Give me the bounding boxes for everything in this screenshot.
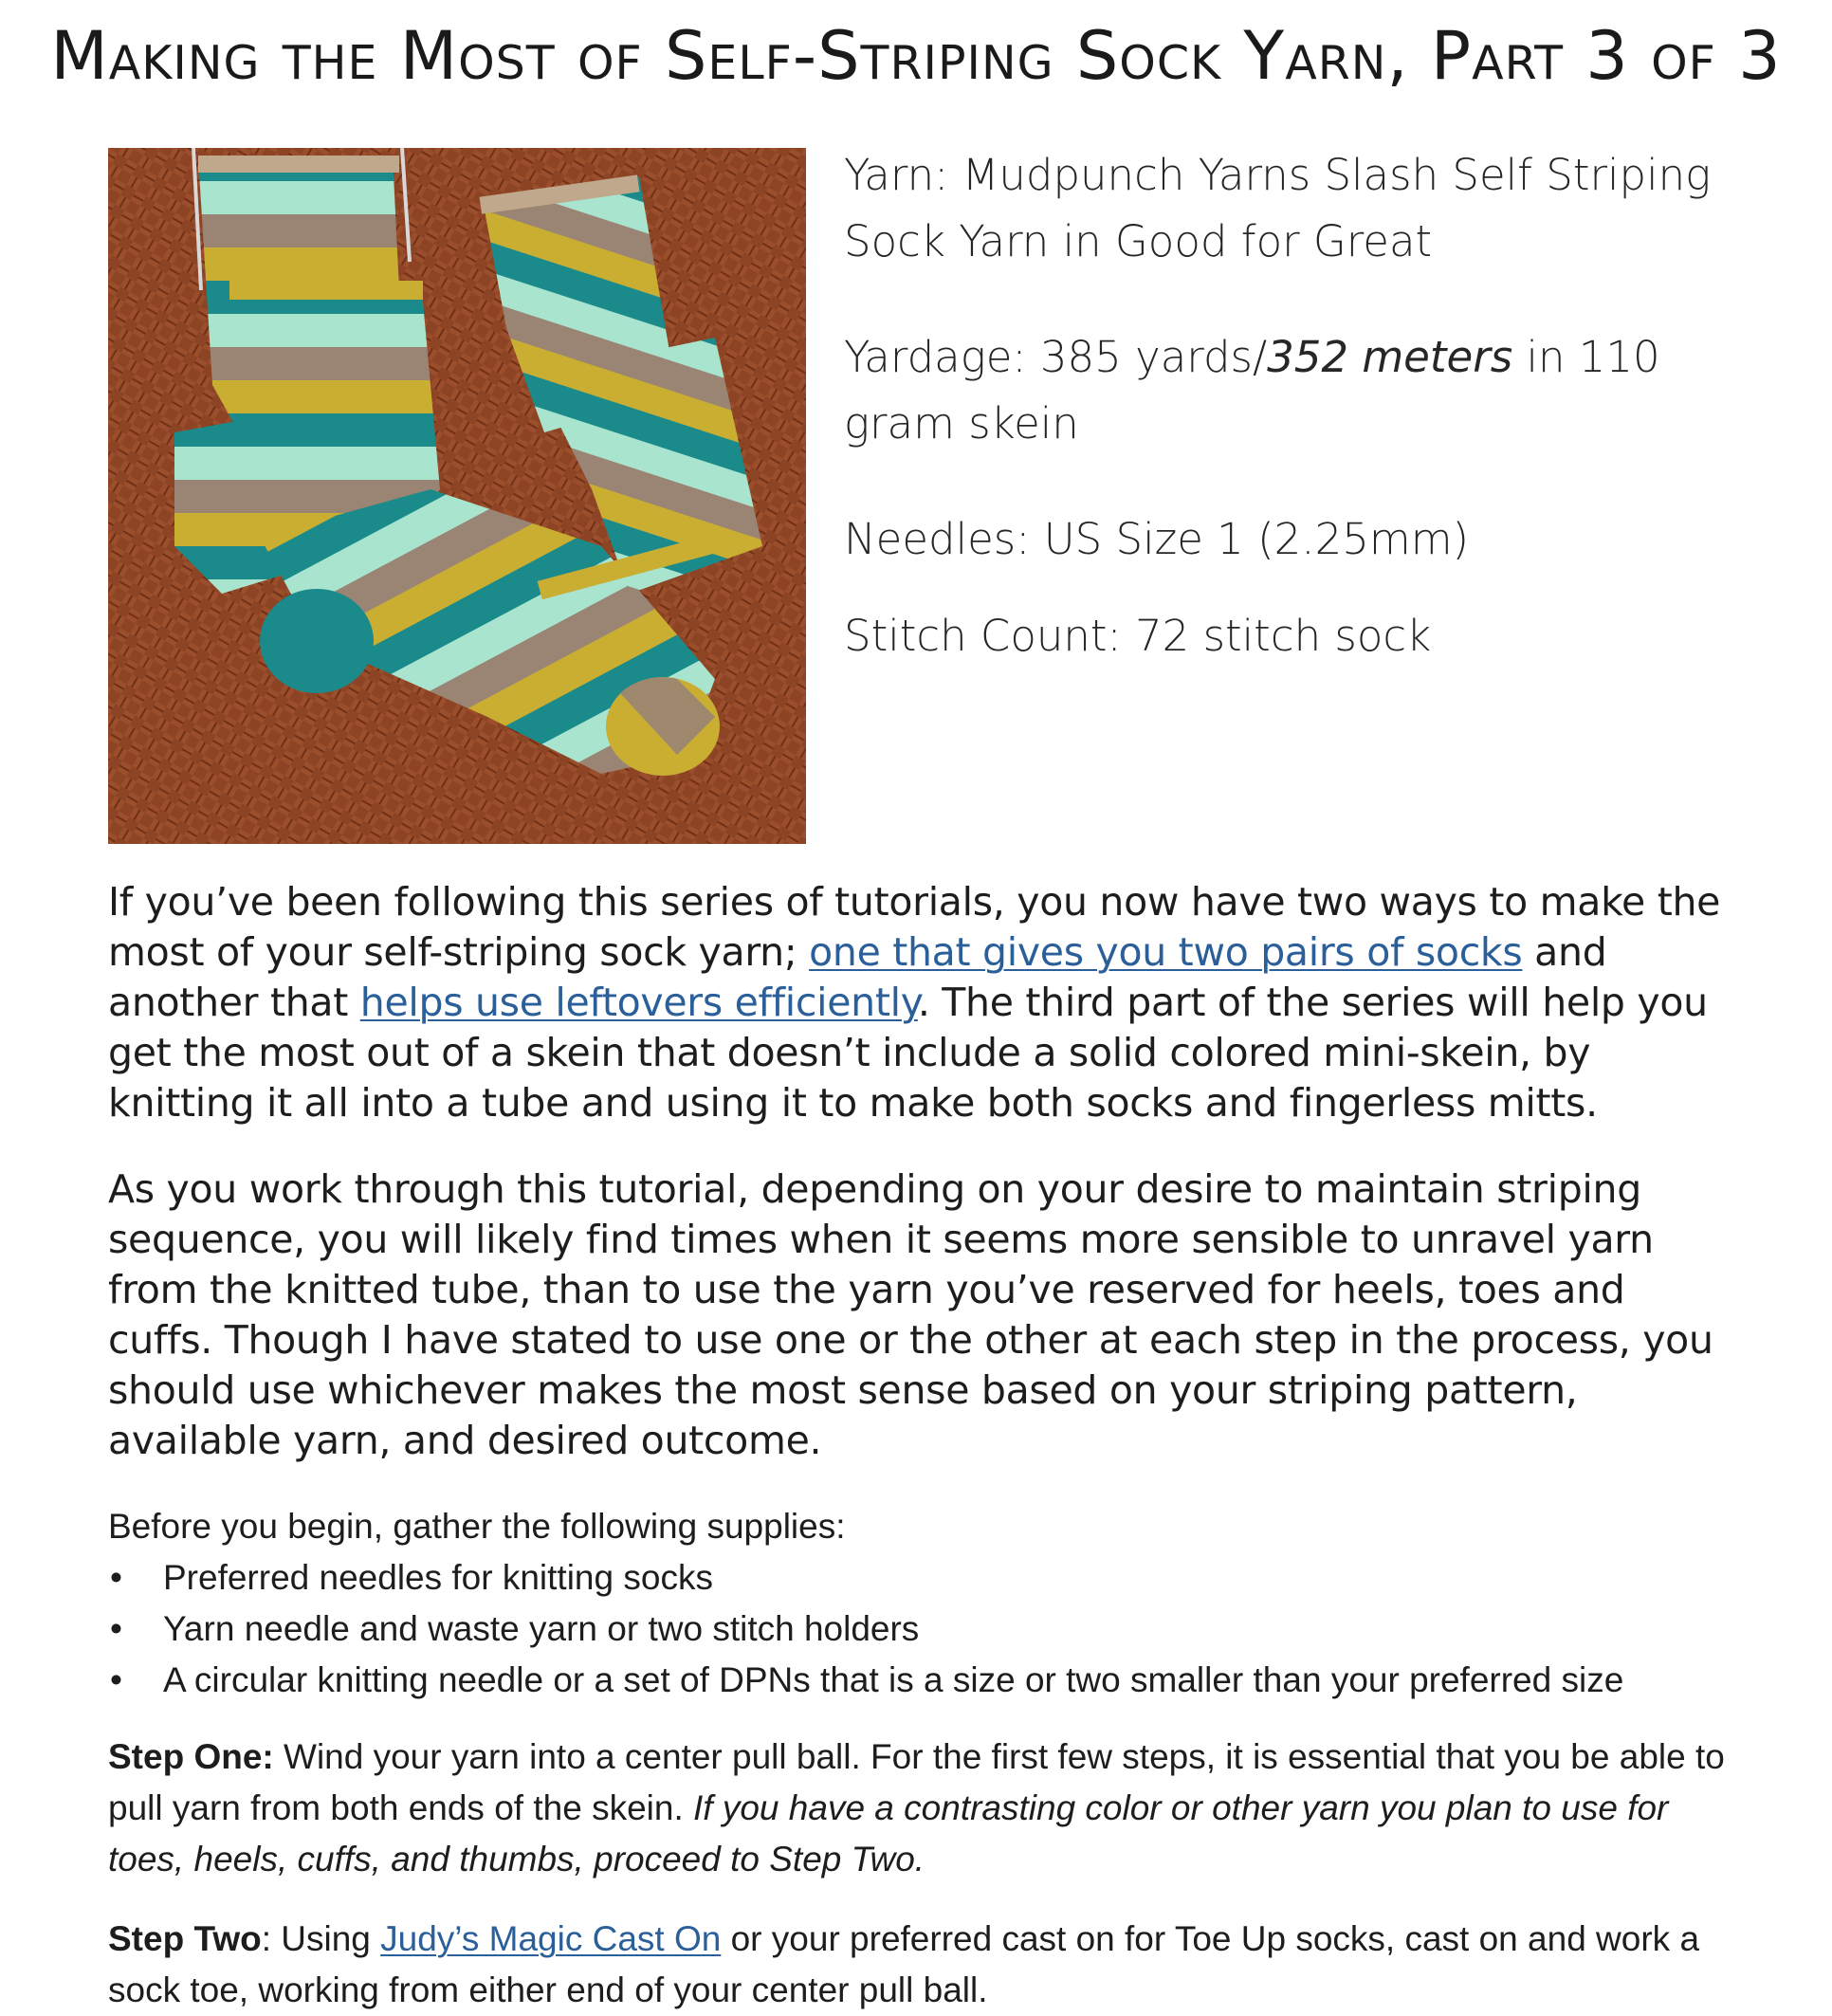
- bullet-icon: •: [110, 1609, 122, 1648]
- spec-stitch-count: Stitch Count: 72 stitch sock: [844, 611, 1432, 661]
- two-pairs-link[interactable]: one that gives you two pairs of socks: [809, 929, 1523, 975]
- list-item: • Preferred needles for knitting socks: [108, 1552, 1739, 1604]
- spec-needles: Needles: US Size 1 (2.25mm): [844, 514, 1470, 564]
- spec-yardage: Yardage: 385 yards/352 meters in 110 gram skein: [844, 332, 1660, 449]
- socks-photo: [108, 148, 806, 844]
- spec-yarn: Yarn: Mudpunch Yarns Slash Self Striping Sock Yarn in Good for Great: [844, 150, 1712, 266]
- yarn-specs: [844, 142, 1735, 719]
- list-item: • Yarn needle and waste yarn or two stitch holders: [108, 1604, 1739, 1655]
- step-two-label: Step Two: [108, 1919, 262, 1958]
- supplies-section: [108, 1501, 1739, 1706]
- list-item: • A circular knitting needle or a set of DPNs that is a size or two smaller than your preferred size: [108, 1655, 1739, 1706]
- bullet-icon: •: [110, 1558, 122, 1597]
- supplies-intro: Before you begin, gather the following supplies:: [108, 1507, 846, 1546]
- bullet-icon: •: [110, 1660, 122, 1699]
- supplies-list: [108, 1552, 1739, 1706]
- page-title: Making the Most of Self-Striping Sock Yarn, Part 3 of 3: [50, 17, 1782, 95]
- step-one: Step One: Wind your yarn into a center pull ball. For the first few steps, it is essential that you be able to pull yarn from both ends of the skein. If you have a contrasting color or other yarn you plan to use for toes, heels, cuffs, and thumbs, proceed to Step Two.: [108, 1737, 1725, 1879]
- yardage-metric: 352 meters: [1267, 332, 1513, 382]
- step-one-label: Step One:: [108, 1737, 274, 1776]
- step-two: Step Two: Using Judy’s Magic Cast On or your preferred cast on for Toe Up socks, cast on and work a sock toe, working from either end of your center pull ball.: [108, 1919, 1700, 2009]
- workflow-paragraph: As you work through this tutorial, depending on your desire to maintain striping sequence, you will likely find times when it seems more sensible to unravel yarn from the knitted tube, than to use the yarn you’ve reserved for heels, toes and cuffs. Though I have stated to use one or the other at each step in the process, you should use whichever makes the most sense based on your striping pattern, available yarn, and desired outcome.: [108, 1166, 1713, 1463]
- judys-magic-cast-on-link[interactable]: Judy’s Magic Cast On: [380, 1919, 722, 1958]
- leftovers-link[interactable]: helps use leftovers efficiently: [359, 980, 918, 1025]
- intro-paragraph: If you’ve been following this series of tutorials, you now have two ways to make the most of your self-striping sock yarn; one that gives you two pairs of socks and another that helps use leftovers efficiently. The third part of the series will help you get the most out of a skein that doesn’t include a solid colored mini-skein, by knitting it all into a tube and using it to make both socks and fingerless mitts.: [108, 879, 1721, 1126]
